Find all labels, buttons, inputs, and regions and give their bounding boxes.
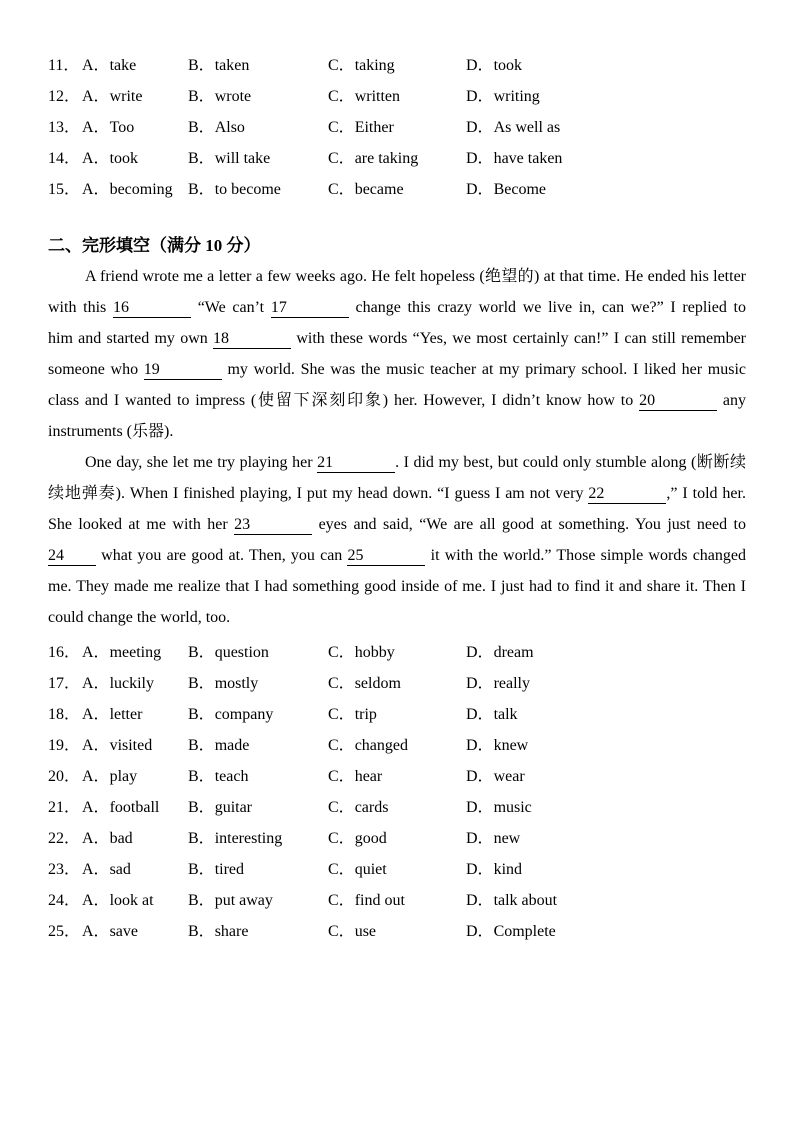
option-letter: C．: [328, 861, 355, 878]
question-14-option-c: [328, 145, 466, 168]
option-letter: A．: [82, 181, 110, 198]
question-13-option-d: [466, 114, 746, 137]
question-17-option-c: [328, 670, 466, 693]
question-17-option-a: [82, 670, 188, 693]
option-text: taking: [354, 57, 395, 74]
cloze-blank-23: 23: [234, 516, 312, 535]
option-text: put away: [214, 892, 273, 909]
question-20-option-b: [188, 763, 328, 786]
question-row-14: [48, 141, 746, 172]
option-text: to become: [214, 181, 281, 198]
question-16-option-b: [188, 639, 328, 662]
question-23-option-a: [82, 856, 188, 879]
option-text: Too: [109, 119, 135, 136]
option-letter: D．: [466, 799, 494, 816]
passage-p2-line-4: 24 what you are good at. Then, you can 25 it with the world.” Those simple words changed: [48, 540, 746, 571]
option-text: written: [354, 88, 401, 105]
passage-p2-line-2: 续地弹奏). When I finished playing, I put my head down. “I guess I am not very 22 ,” I told her.: [48, 478, 746, 509]
option-letter: C．: [328, 119, 355, 136]
option-text: will take: [214, 150, 271, 167]
question-16-option-c: [328, 639, 466, 662]
option-letter: C．: [328, 923, 355, 940]
option-letter: C．: [328, 830, 355, 847]
question-17-option-b: [188, 670, 328, 693]
option-letter: C．: [328, 892, 355, 909]
option-letter: B．: [188, 861, 215, 878]
option-letter: D．: [466, 923, 494, 940]
option-letter: B．: [188, 923, 215, 940]
option-text: became: [354, 181, 404, 198]
option-text: mostly: [214, 675, 259, 692]
option-letter: D．: [466, 57, 494, 74]
cloze-blank-21: 21: [317, 454, 395, 473]
option-text: sad: [109, 861, 131, 878]
option-letter: D．: [466, 119, 494, 136]
question-row-25: [48, 914, 746, 945]
option-letter: D．: [466, 150, 494, 167]
option-letter: A．: [82, 119, 110, 136]
option-letter: B．: [188, 768, 215, 785]
option-text: share: [214, 923, 249, 940]
option-text: company: [214, 706, 274, 723]
option-letter: A．: [82, 88, 110, 105]
option-text: wrote: [214, 88, 252, 105]
question-14-option-a: [82, 145, 188, 168]
option-text: changed: [354, 737, 408, 754]
question-14-option-d: [466, 145, 746, 168]
cloze-blank-20: 20: [639, 392, 717, 411]
option-text: taken: [214, 57, 250, 74]
question-row-17: [48, 666, 746, 697]
option-text: trip: [354, 706, 377, 723]
option-letter: B．: [188, 706, 215, 723]
question-number-18: 18．: [48, 706, 81, 723]
passage-p1-line-3: him and started my own 18 with these words “Yes, we most certainly can!” I can still remember: [48, 323, 746, 354]
option-text: new: [493, 830, 521, 847]
question-24-option-b: [188, 887, 328, 910]
option-text: meeting: [109, 644, 162, 661]
question-13-option-a: [82, 114, 188, 137]
question-18-option-c: [328, 701, 466, 724]
question-14-option-b: [188, 145, 328, 168]
option-letter: A．: [82, 768, 110, 785]
option-letter: D．: [466, 768, 494, 785]
question-22-option-d: [466, 825, 746, 848]
question-number-25: 25．: [48, 923, 81, 940]
question-19-option-b: [188, 732, 328, 755]
option-letter: B．: [188, 181, 215, 198]
option-letter: D．: [466, 88, 494, 105]
question-17-option-d: [466, 670, 746, 693]
question-13-option-c: [328, 114, 466, 137]
question-12-option-c: [328, 83, 466, 106]
question-number-23: 23．: [48, 861, 81, 878]
option-letter: C．: [328, 799, 355, 816]
option-letter: A．: [82, 675, 110, 692]
question-24-option-a: [82, 887, 188, 910]
option-text: seldom: [354, 675, 401, 692]
option-letter: C．: [328, 644, 355, 661]
option-text: As well as: [493, 119, 561, 136]
option-letter: D．: [466, 644, 494, 661]
option-letter: B．: [188, 119, 215, 136]
option-text: dream: [493, 644, 534, 661]
option-letter: B．: [188, 892, 215, 909]
passage-p2-line-1: One day, she let me try playing her 21 . I did my best, but could only stumble along (断断续: [48, 447, 746, 478]
question-24-option-d: [466, 887, 746, 910]
question-number-12: 12．: [48, 88, 81, 105]
question-24-option-c: [328, 887, 466, 910]
question-15-option-a: [82, 176, 188, 199]
question-23-option-d: [466, 856, 746, 879]
question-19-option-a: [82, 732, 188, 755]
option-text: knew: [493, 737, 529, 754]
passage-p1-line-1: A friend wrote me a letter a few weeks ago. He felt hopeless (绝望的) at that time. He ended his letter: [85, 268, 746, 285]
option-text: hobby: [354, 644, 395, 661]
question-22-option-b: [188, 825, 328, 848]
question-21-option-a: [82, 794, 188, 817]
question-20-option-d: [466, 763, 746, 786]
option-letter: B．: [188, 644, 215, 661]
option-text: take: [109, 57, 137, 74]
option-text: really: [493, 675, 530, 692]
cloze-blank-22: 22: [588, 485, 666, 504]
option-text: took: [109, 150, 139, 167]
question-number-21: 21．: [48, 799, 81, 816]
option-letter: A．: [82, 830, 110, 847]
question-row-16: [48, 635, 746, 666]
question-11-option-d: [466, 52, 746, 75]
option-letter: C．: [328, 88, 355, 105]
question-21-option-d: [466, 794, 746, 817]
question-row-22: [48, 821, 746, 852]
option-letter: B．: [188, 830, 215, 847]
question-row-24: [48, 883, 746, 914]
option-text: find out: [354, 892, 405, 909]
question-row-21: [48, 790, 746, 821]
question-11-option-c: [328, 52, 466, 75]
option-letter: D．: [466, 737, 494, 754]
question-row-12: [48, 79, 746, 110]
option-text: talk: [493, 706, 518, 723]
question-23-option-b: [188, 856, 328, 879]
option-text: good: [354, 830, 387, 847]
passage-p1-line-4: someone who 19 my world. She was the music teacher at my primary school. I liked her music: [48, 354, 746, 385]
option-letter: B．: [188, 737, 215, 754]
passage-p2-line-3: She looked at me with her 23 eyes and said, “We are all good at something. You just need to: [48, 509, 746, 540]
question-13-option-b: [188, 114, 328, 137]
question-22-option-c: [328, 825, 466, 848]
option-text: write: [109, 88, 143, 105]
option-letter: C．: [328, 150, 355, 167]
option-letter: D．: [466, 892, 494, 909]
question-row-15: [48, 172, 746, 203]
option-letter: A．: [82, 861, 110, 878]
question-19-option-c: [328, 732, 466, 755]
question-11-option-b: [188, 52, 328, 75]
option-text: use: [354, 923, 377, 940]
question-row-19: [48, 728, 746, 759]
cloze-blank-24: 24: [48, 547, 96, 566]
option-letter: B．: [188, 150, 215, 167]
option-text: have taken: [493, 150, 563, 167]
option-letter: D．: [466, 830, 494, 847]
option-text: music: [493, 799, 532, 816]
question-number-14: 14．: [48, 150, 81, 167]
option-text: cards: [354, 799, 389, 816]
option-text: visited: [109, 737, 153, 754]
question-number-16: 16．: [48, 644, 81, 661]
option-letter: D．: [466, 706, 494, 723]
passage-p1-line-2: with this 16 “We can’t 17 change this crazy world we live in, can we?” I replied to: [48, 292, 746, 323]
question-21-option-b: [188, 794, 328, 817]
option-text: becoming: [109, 181, 173, 198]
passage-p2-line-5: me. They made me realize that I had something good inside of me. I just had to find it and share it. Then I: [48, 578, 746, 595]
question-12-option-d: [466, 83, 746, 106]
option-text: guitar: [214, 799, 253, 816]
option-letter: D．: [466, 675, 494, 692]
question-number-24: 24．: [48, 892, 81, 909]
question-number-22: 22．: [48, 830, 81, 847]
question-16-option-a: [82, 639, 188, 662]
option-letter: C．: [328, 768, 355, 785]
option-letter: A．: [82, 737, 110, 754]
question-22-option-a: [82, 825, 188, 848]
question-15-option-d: [466, 176, 746, 199]
option-letter: A．: [82, 923, 110, 940]
section-heading: 二、完形填空（满分 10 分）: [48, 236, 261, 255]
option-text: interesting: [214, 830, 283, 847]
option-letter: A．: [82, 892, 110, 909]
question-11-option-a: [82, 52, 188, 75]
option-text: Complete: [493, 923, 556, 940]
question-row-20: [48, 759, 746, 790]
question-23-option-c: [328, 856, 466, 879]
option-text: writing: [493, 88, 540, 105]
option-letter: D．: [466, 861, 494, 878]
option-letter: B．: [188, 675, 215, 692]
option-text: tired: [214, 861, 245, 878]
option-letter: A．: [82, 150, 110, 167]
option-letter: B．: [188, 88, 215, 105]
questions-11-15: [48, 48, 746, 203]
option-text: wear: [493, 768, 525, 785]
option-text: look at: [109, 892, 154, 909]
option-text: made: [214, 737, 250, 754]
option-text: quiet: [354, 861, 387, 878]
question-number-19: 19．: [48, 737, 81, 754]
passage-p1-line-5: class and I wanted to impress (使留下深刻印象) her. However, I didn’t know how to 20 any: [48, 385, 746, 416]
question-12-option-b: [188, 83, 328, 106]
question-20-option-a: [82, 763, 188, 786]
question-21-option-c: [328, 794, 466, 817]
question-18-option-b: [188, 701, 328, 724]
option-text: play: [109, 768, 138, 785]
cloze-blank-25: 25: [347, 547, 425, 566]
option-text: took: [493, 57, 523, 74]
option-letter: A．: [82, 706, 110, 723]
question-25-option-a: [82, 918, 188, 941]
option-text: are taking: [354, 150, 419, 167]
option-text: bad: [109, 830, 133, 847]
question-18-option-d: [466, 701, 746, 724]
cloze-blank-16: 16: [113, 299, 191, 318]
question-row-18: [48, 697, 746, 728]
option-letter: B．: [188, 799, 215, 816]
option-letter: C．: [328, 706, 355, 723]
option-text: letter: [109, 706, 143, 723]
option-text: Become: [493, 181, 546, 198]
question-15-option-c: [328, 176, 466, 199]
question-19-option-d: [466, 732, 746, 755]
option-text: football: [109, 799, 160, 816]
question-25-option-c: [328, 918, 466, 941]
option-text: save: [109, 923, 138, 940]
question-16-option-d: [466, 639, 746, 662]
option-text: talk about: [493, 892, 558, 909]
question-number-13: 13．: [48, 119, 81, 136]
cloze-blank-18: 18: [213, 330, 291, 349]
option-letter: A．: [82, 644, 110, 661]
passage-p2-line-6: could change the world, too.: [48, 609, 231, 626]
question-25-option-d: [466, 918, 746, 941]
option-text: Also: [214, 119, 245, 136]
option-letter: C．: [328, 57, 355, 74]
option-letter: A．: [82, 799, 110, 816]
question-18-option-a: [82, 701, 188, 724]
option-text: teach: [214, 768, 249, 785]
option-text: Either: [354, 119, 394, 136]
passage-p1-line-6: instruments (乐器).: [48, 423, 174, 440]
question-row-11: [48, 48, 746, 79]
option-letter: C．: [328, 737, 355, 754]
questions-16-25: [48, 635, 746, 945]
cloze-blank-19: 19: [144, 361, 222, 380]
question-number-15: 15．: [48, 181, 81, 198]
cloze-blank-17: 17: [271, 299, 349, 318]
cloze-passage: [48, 261, 746, 633]
option-text: hear: [354, 768, 383, 785]
option-letter: C．: [328, 675, 355, 692]
option-letter: B．: [188, 57, 215, 74]
question-row-13: [48, 110, 746, 141]
question-row-23: [48, 852, 746, 883]
option-letter: D．: [466, 181, 494, 198]
question-25-option-b: [188, 918, 328, 941]
question-number-20: 20．: [48, 768, 81, 785]
option-letter: C．: [328, 181, 355, 198]
question-12-option-a: [82, 83, 188, 106]
option-text: question: [214, 644, 269, 661]
option-text: kind: [493, 861, 523, 878]
option-letter: A．: [82, 57, 110, 74]
question-20-option-c: [328, 763, 466, 786]
question-15-option-b: [188, 176, 328, 199]
option-text: luckily: [109, 675, 154, 692]
question-number-11: 11．: [48, 57, 80, 74]
question-number-17: 17．: [48, 675, 81, 692]
